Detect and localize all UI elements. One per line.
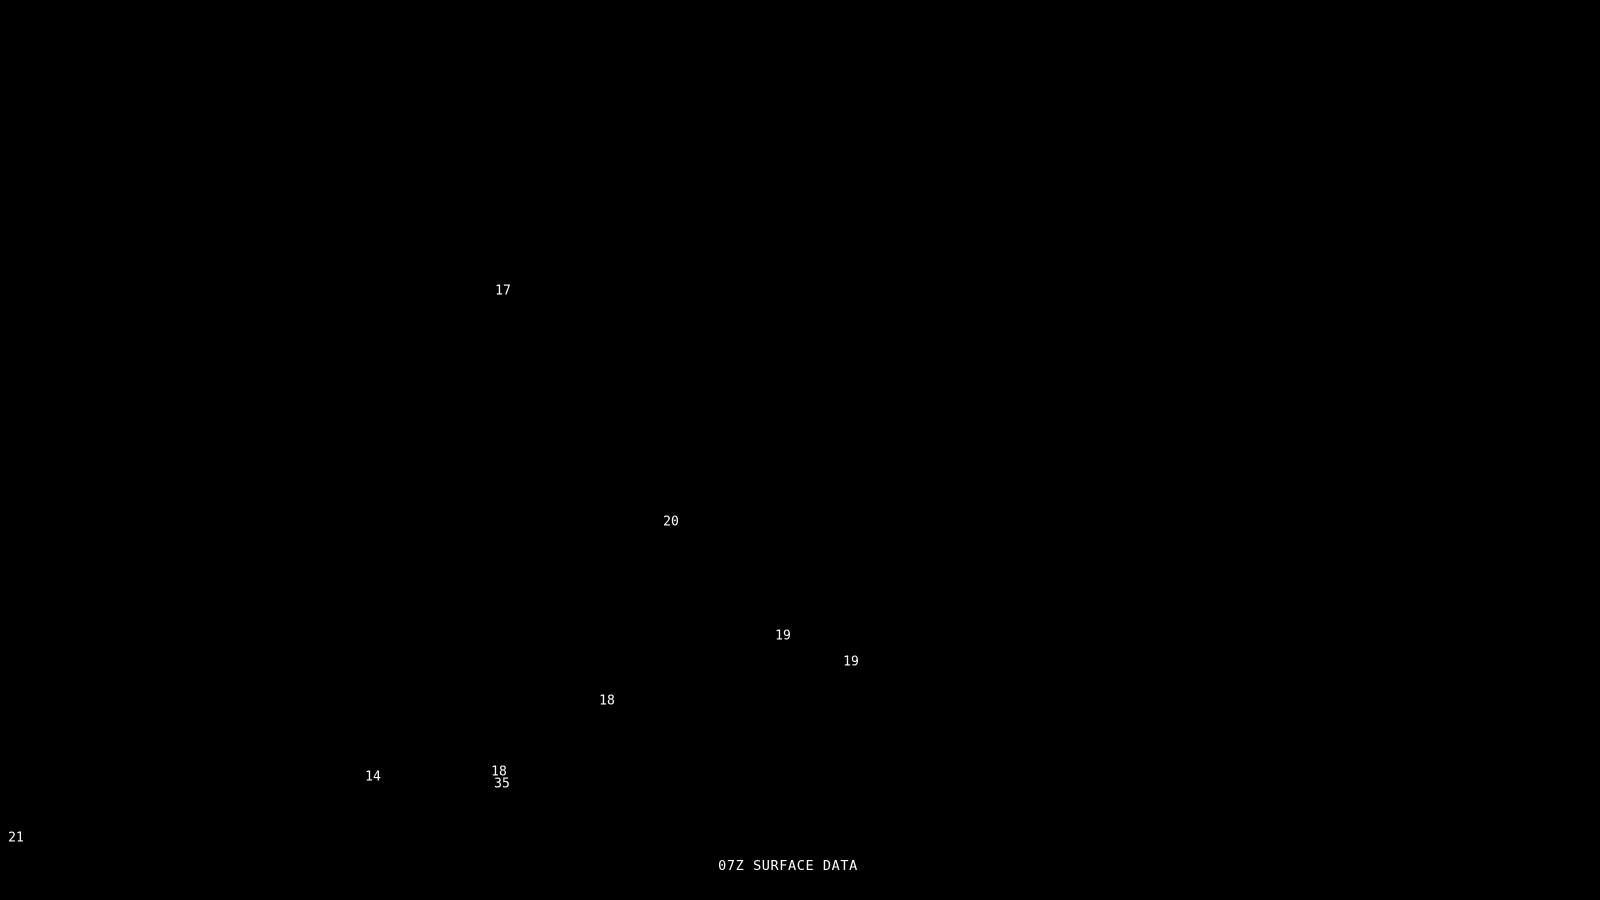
station-observation: 18 (491, 764, 507, 780)
station-observation: 14 (365, 769, 381, 785)
station-observation: 20 (663, 514, 679, 530)
station-observation: 17 (495, 283, 511, 299)
chart-title: 07Z SURFACE DATA (718, 858, 858, 874)
station-observation: 19 (843, 654, 859, 670)
station-observation: 35 (494, 776, 510, 792)
station-observation: 19 (775, 628, 791, 644)
station-observation: 21 (8, 830, 24, 846)
station-observation: 18 (599, 693, 615, 709)
